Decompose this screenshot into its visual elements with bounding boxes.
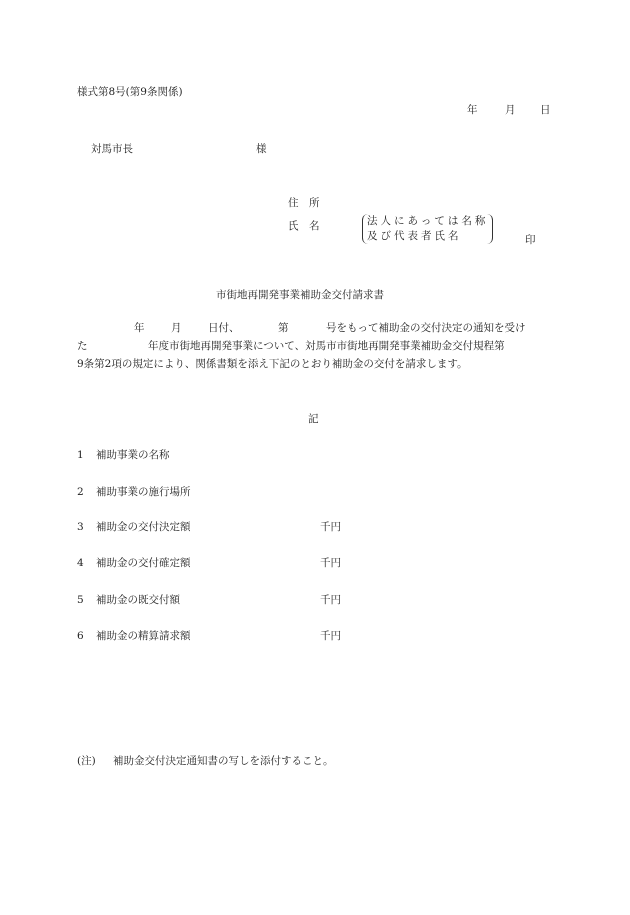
list-item bbox=[77, 448, 367, 462]
item-unit: 千円 bbox=[320, 557, 341, 569]
note-text: 補助金交付決定通知書の写しを添付すること。 bbox=[113, 755, 334, 767]
item-label: 補助金の既交付額 bbox=[96, 594, 180, 606]
list-item bbox=[77, 520, 367, 534]
item-label: 補助金の交付決定額 bbox=[96, 521, 191, 533]
seal-mark: 印 bbox=[525, 234, 536, 246]
body-day-dated: 日付、 bbox=[208, 322, 240, 334]
addressee-honorific: 様 bbox=[256, 143, 267, 155]
item-label: 補助金の交付確定額 bbox=[96, 557, 191, 569]
body-month: 月 bbox=[171, 322, 182, 334]
list-item bbox=[77, 629, 367, 643]
body-line1-rest: 号をもって補助金の交付決定の通知を受け bbox=[326, 322, 526, 334]
list-item bbox=[77, 593, 367, 607]
item-number: 5 bbox=[77, 594, 84, 606]
item-number: 4 bbox=[77, 557, 84, 569]
note-mark: (注) bbox=[77, 755, 96, 767]
document-title: 市街地再開発事業補助金交付請求書 bbox=[216, 289, 384, 301]
corporation-bracket bbox=[362, 214, 493, 244]
address-label: 住 所 bbox=[288, 197, 320, 209]
date-year-label: 年 bbox=[467, 104, 478, 116]
item-number: 1 bbox=[77, 449, 84, 461]
body-line2-rest: 年度市街地再開発事業について、対馬市市街地再開発事業補助金交付規程第 bbox=[148, 340, 505, 352]
item-label: 補助事業の施行場所 bbox=[96, 486, 191, 498]
item-number: 2 bbox=[77, 486, 84, 498]
list-item bbox=[77, 556, 367, 570]
body-dai: 第 bbox=[278, 322, 289, 334]
ki-heading: 記 bbox=[308, 413, 319, 425]
date-day-label: 日 bbox=[540, 104, 551, 116]
form-number: 様式第8号(第9条関係) bbox=[77, 86, 183, 98]
item-unit: 千円 bbox=[320, 594, 341, 606]
item-number: 3 bbox=[77, 521, 84, 533]
name-label: 氏 名 bbox=[288, 220, 320, 232]
item-label: 補助事業の名称 bbox=[96, 449, 170, 461]
body-ta: た bbox=[77, 340, 88, 352]
bracket-line-corporate-name: 法人にあっては名称 bbox=[367, 215, 489, 227]
date-month-label: 月 bbox=[505, 104, 516, 116]
item-unit: 千円 bbox=[320, 521, 341, 533]
body-year: 年 bbox=[134, 322, 145, 334]
item-unit: 千円 bbox=[320, 630, 341, 642]
body-line3: 9条第2項の規定により、関係書類を添え下記のとおり補助金の交付を請求します。 bbox=[77, 358, 468, 370]
item-number: 6 bbox=[77, 630, 84, 642]
item-label: 補助金の精算請求額 bbox=[96, 630, 191, 642]
list-item bbox=[77, 485, 367, 499]
bracket-line-representative: 及び代表者氏名 bbox=[367, 230, 462, 242]
addressee-name: 対馬市長 bbox=[91, 143, 133, 155]
